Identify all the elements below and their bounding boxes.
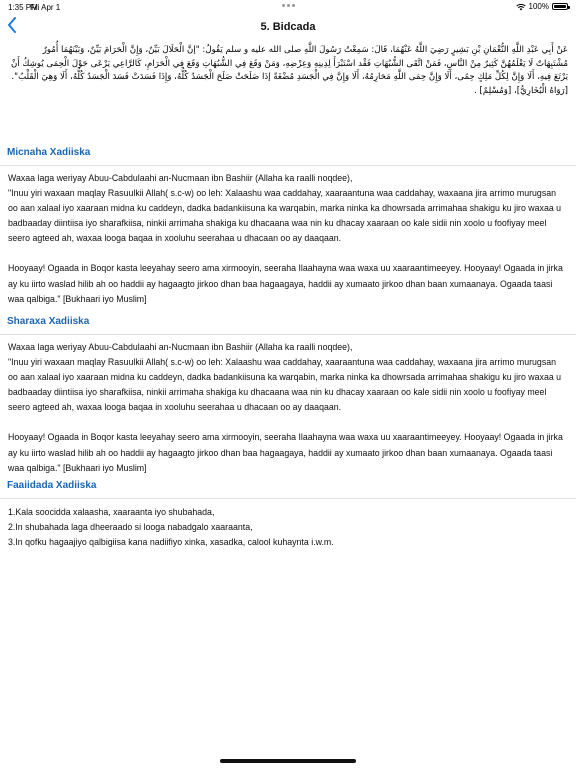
list-item: 1.Kala soocidda xalaasha, xaaraanta iyo shubahada, <box>8 507 215 517</box>
section-header-faaiidada <box>0 477 576 499</box>
section-title: Faaiidada Xadiiska <box>7 480 97 491</box>
section-title: Micnaha Xadiiska <box>7 147 91 158</box>
status-time: 1:35 PM <box>8 3 38 12</box>
section-body-micnaha <box>8 171 568 307</box>
home-indicator[interactable] <box>220 759 356 763</box>
list-item: 3.In qofku hagaajiyo qalbigiisa kana nadiifiyo xinka, xasadka, calool kuhaynta i.w.m. <box>8 537 334 548</box>
section-title: Sharaxa Xadiiska <box>7 316 90 327</box>
hadith-source: [رَوَاهُ الْبُخَارِيُّ]، [وَمُسْلِمٌ] . <box>474 86 568 97</box>
list-item: 2.In shubahada laga dheeraado si looga nabadgalo xaaraanta, <box>8 522 253 533</box>
paragraph: Waxaa laga weriyay Abuu-Cabdulaahi an-Nucmaan ibn Bashiir (Allaha ka raalli noqdee), <box>8 173 353 183</box>
paragraph: Hooyaay! Ogaada in Boqor kasta leeyahay seero ama xirmooyin, seeraha Ilaahayna waa waxa uu xaaraantimeeyey. Hooyaay! Ogaada in jirka ay ku iirto waslad hilib ah oo haddii ay hagaagto jirkoo dhan baa hagaagaya, haddii ay xumaato jirkoo dhan baan xumaanaya. Ogaada taasi waa qalbiga." [Bukhaari iyo Muslim] <box>8 263 563 304</box>
section-body-sharaxa <box>8 340 568 476</box>
paragraph: "Inuu yiri waxaan maqlay Rasuulkii Allah( s.c-w) oo leh: Xalaashu waa caddahay, xaaraantuna waa caddahay, waxaana jira arrimo murugsan oo aan xalaal iyo xaaraan midna ku caddeyn, dadka badankiisuna ka warqabin, marka ninka ka dhowrsada arrimahaa shakigu ku jiro waxaa u badbaaday diintiisa iyo sharafkiisa, ninkii arrimaha shakiga ku dhacaana waa nin ku dhacay xaaraan oo kale sidii nin xoolo u foofiyay meel seero agteed ah, waxaa looga baqaa in xooluhu seerahaa u dhacaan oo ay daaqaan. <box>8 188 562 244</box>
hadith-arabic: عَنْ أَبِي عَبْدِ اللَّهِ النُّعْمَانِ بْنِ بَشِيرٍ رَضِيَ اللَّهُ عَنْهُمَا، قَالَ: سَمِعْتُ رَسُولَ اللَّهِ صلى الله عليه و سلم يَقُولُ: "إنَّ الْحَلَالَ بَيِّنٌ، وَإِنَّ الْحَرَامَ بَيِّنٌ، وَبَيْنَهُمَا أُمُورٌ مُشْتَبِهَاتٌ لَا يَعْلَمُهُنَّ كَثِيرٌ مِنْ النَّاسِ، فَمَنْ اتَّقَى الشُّبُهَاتِ فَقْد اسْتَبْرَأَ لِدِينِهِ وَعِرْضِهِ، وَمَنْ وَقَعَ فِي الشُّبُهَاتِ وَقَعَ فِي الْحَرَامِ، كَالرَّاعِي يَرْعَى حَوْلَ الْحِمَى يُوشِكُ أَنْ يَرْتَعَ فِيهِ، أَلَا وَإِنَّ لِكُلِّ مَلِكٍ حِمًى، أَلَا وَإِنَّ حِمَى اللَّهِ مَحَارِمُهُ، أَلَا وَإِنَّ فِي الْجَسَدِ مُضْغَةً إذَا صَلَحَتْ صَلَحَ الْجَسَدُ كُلُّهُ، وَإِذَا فَسَدَتْ فَسَدَ الْجَسَدُ كُلُّهُ، أَلَا وَهِيَ الْقَلْبُ". <box>11 45 568 83</box>
status-bar <box>0 0 576 14</box>
section-body-faaiidada <box>8 505 568 550</box>
section-header-sharaxa <box>0 313 576 335</box>
battery-icon <box>552 3 568 10</box>
paragraph: Waxaa laga weriyay Abuu-Cabdulaahi an-Nucmaan ibn Bashiir (Allaha ka raalli noqdee), <box>8 342 353 352</box>
status-right <box>516 2 568 11</box>
hadith-arabic-text <box>8 44 568 99</box>
nav-bar <box>0 14 576 42</box>
battery-percent: 100% <box>528 2 549 11</box>
status-date: Fri Apr 1 <box>30 3 61 12</box>
paragraph: "Inuu yiri waxaan maqlay Rasuulkii Allah( s.c-w) oo leh: Xalaashu waa caddahay, xaaraantuna waa caddahay, waxaana jira arrimo murugsan oo aan xalaal iyo xaaraan midna ku caddeyn, dadka badankiisuna ka warqabin, marka ninka ka dhowrsada arrimahaa shakigu ku jiro waxaa u badbaaday diintiisa iyo sharafkiisa, ninkii arrimaha shakiga ku dhacaana waa nin ku dhacay xaaraan oo kale sidii nin xoolo u foofiyay meel seero agteed ah, waxaa looga baqaa in xooluhu seerahaa u dhacaan oo ay daaqaan. <box>8 357 562 413</box>
section-header-micnaha <box>0 144 576 166</box>
page-title: 5. Bidcada <box>260 21 316 33</box>
paragraph: Hooyaay! Ogaada in Boqor kasta leeyahay seero ama xirmooyin, seeraha Ilaahayna waa waxa uu xaaraantimeeyey. Hooyaay! Ogaada in jirka ay ku iirto waslad hilib ah oo haddii ay hagaagto jirkoo dhan baa hagaagaya, haddii ay xumaato jirkoo dhan baan xumaanaya. Ogaada taasi waa qalbiga." [Bukhaari iyo Muslim] <box>8 432 563 473</box>
multitasking-dots-icon[interactable] <box>282 4 296 8</box>
wifi-icon <box>516 3 526 11</box>
